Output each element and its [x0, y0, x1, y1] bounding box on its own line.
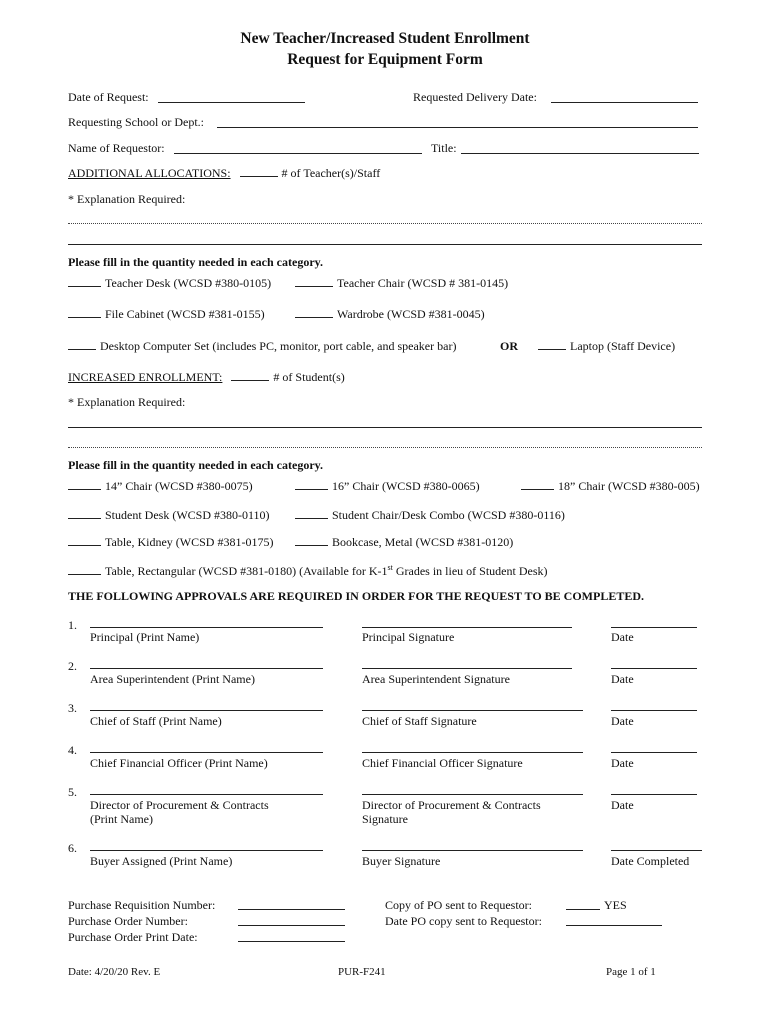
area-superintendent-signature-label: Area Superintendent Signature [362, 672, 510, 686]
cfo-signature-label: Chief Financial Officer Signature [362, 756, 523, 770]
procurement-director-signature-label: Director of Procurement & Contracts [362, 798, 541, 812]
chief-of-staff-date-label: Date [611, 714, 634, 728]
chair-18-item [521, 479, 700, 494]
teacher-chair-qty[interactable] [295, 276, 333, 287]
form-title-line1: New Teacher/Increased Student Enrollment [240, 30, 530, 47]
date-of-request-label: Date of Request: [68, 90, 149, 104]
file-cabinet-label: File Cabinet (WCSD #381-0155) [105, 307, 265, 321]
date-copy-sent-field[interactable] [566, 925, 662, 926]
teacher-desk-qty[interactable] [68, 276, 101, 287]
area-superintendent-name-label: Area Superintendent (Print Name) [90, 672, 255, 686]
teacher-desk-label: Teacher Desk (WCSD #380-0105) [105, 276, 272, 290]
approval-number-4: 4. [68, 743, 77, 757]
principal-date-label: Date [611, 630, 634, 644]
student-count-field[interactable] [231, 370, 269, 381]
laptop-label: Laptop (Staff Device) [570, 339, 676, 353]
procurement-director-signature-field[interactable] [362, 794, 583, 795]
wardrobe-item [295, 307, 485, 322]
additional-instruction: Please fill in the quantity needed in each category. [68, 255, 323, 269]
buyer-date-completed-label: Date Completed [611, 854, 690, 868]
form-title-line2: Request for Equipment Form [287, 51, 483, 68]
requesting-school-label: Requesting School or Dept.: [68, 115, 204, 129]
approval-number-5: 5. [68, 785, 77, 799]
date-of-request-field[interactable] [158, 102, 305, 103]
student-count-label: # of Student(s) [273, 370, 345, 384]
principal-date-field[interactable] [611, 627, 697, 628]
chair-14-qty[interactable] [68, 479, 101, 490]
principal-name-label: Principal (Print Name) [90, 630, 200, 644]
cfo-signature-field[interactable] [362, 752, 583, 753]
chief-of-staff-name-label: Chief of Staff (Print Name) [90, 714, 222, 728]
title-field[interactable] [461, 153, 699, 154]
approvals-heading: THE FOLLOWING APPROVALS ARE REQUIRED IN ORDER FOR THE REQUEST TO BE COMPLETED. [68, 589, 645, 603]
table-rectangular-label: Table, Rectangular (WCSD #381-0180) (Available for K-1 [105, 564, 388, 578]
requested-delivery-date-label: Requested Delivery Date: [413, 90, 537, 104]
name-of-requestor-field[interactable] [174, 153, 422, 154]
bookcase-label: Bookcase, Metal (WCSD #381-0120) [332, 535, 514, 549]
buyer-signature-field[interactable] [362, 850, 583, 851]
table-kidney-label: Table, Kidney (WCSD #381-0175) [105, 535, 274, 549]
purchase-order-print-date-field[interactable] [238, 941, 345, 942]
cfo-name-label: Chief Financial Officer (Print Name) [90, 756, 268, 770]
buyer-signature-label: Buyer Signature [362, 854, 441, 868]
procurement-director-date-label: Date [611, 798, 634, 812]
principal-signature-label: Principal Signature [362, 630, 455, 644]
increased-enrollment-row [68, 370, 345, 385]
chair-desk-combo-item [295, 508, 565, 523]
approval-number-1: 1. [68, 618, 77, 632]
chair-desk-combo-qty[interactable] [295, 508, 328, 519]
enrollment-explanation-line-1[interactable] [68, 427, 702, 428]
footer-page-number: Page 1 of 1 [606, 966, 656, 978]
requested-delivery-date-field[interactable] [551, 102, 698, 103]
cfo-date-label: Date [611, 756, 634, 770]
area-superintendent-name-field[interactable] [90, 668, 323, 669]
student-desk-item [68, 508, 270, 523]
table-rectangular-label-end: Grades in lieu of Student Desk) [392, 564, 548, 578]
approval-number-2: 2. [68, 659, 77, 673]
increased-enrollment-heading: INCREASED ENROLLMENT: [68, 370, 223, 384]
enrollment-explanation-line-2[interactable] [68, 447, 702, 448]
additional-explanation-label: * Explanation Required: [68, 192, 186, 206]
bookcase-qty[interactable] [295, 535, 328, 546]
approval-number-3: 3. [68, 701, 77, 715]
procurement-director-name-label-2: (Print Name) [90, 812, 153, 826]
area-superintendent-date-field[interactable] [611, 668, 697, 669]
requisition-number-field[interactable] [238, 909, 345, 910]
principal-name-field[interactable] [90, 627, 323, 628]
bookcase-item [295, 535, 513, 550]
principal-signature-field[interactable] [362, 627, 572, 628]
table-rectangular-superscript: st [387, 563, 393, 572]
teacher-count-field[interactable] [240, 166, 278, 177]
chief-of-staff-signature-field[interactable] [362, 710, 583, 711]
desktop-label: Desktop Computer Set (includes PC, monitor, port cable, and speaker bar) [100, 339, 457, 353]
enrollment-instruction: Please fill in the quantity needed in each category. [68, 458, 323, 472]
chair-18-qty[interactable] [521, 479, 554, 490]
or-label: OR [500, 339, 518, 353]
purchase-order-number-label: Purchase Order Number: [68, 914, 188, 928]
table-kidney-item [68, 535, 273, 550]
footer-form-code: PUR-F241 [338, 966, 386, 978]
file-cabinet-qty[interactable] [68, 307, 101, 318]
footer-date-revision: Date: 4/20/20 Rev. E [68, 966, 161, 978]
copy-sent-yes-label: YES [604, 898, 627, 912]
requesting-school-field[interactable] [217, 127, 698, 128]
requisition-number-label: Purchase Requisition Number: [68, 898, 216, 912]
procurement-director-date-field[interactable] [611, 794, 697, 795]
file-cabinet-item [68, 307, 265, 322]
teacher-count-label: # of Teacher(s)/Staff [281, 166, 381, 180]
teacher-chair-item [295, 276, 508, 291]
chair-desk-combo-label: Student Chair/Desk Combo (WCSD #380-0116) [332, 508, 565, 522]
purchase-order-number-field[interactable] [238, 925, 345, 926]
cfo-name-field[interactable] [90, 752, 323, 753]
additional-explanation-line-2[interactable] [68, 244, 702, 245]
desktop-item [68, 339, 456, 354]
date-copy-sent-label: Date PO copy sent to Requestor: [385, 914, 542, 928]
procurement-director-signature-label-2: Signature [362, 812, 408, 826]
name-of-requestor-label: Name of Requestor: [68, 141, 165, 155]
area-superintendent-signature-field[interactable] [362, 668, 572, 669]
purchase-order-print-date-label: Purchase Order Print Date: [68, 930, 198, 944]
chair-16-qty[interactable] [295, 479, 328, 490]
buyer-date-field[interactable] [611, 850, 702, 851]
procurement-director-name-label: Director of Procurement & Contracts [90, 798, 269, 812]
additional-allocations-heading: ADDITIONAL ALLOCATIONS: [68, 166, 231, 180]
teacher-chair-label: Teacher Chair (WCSD # 381-0145) [337, 276, 509, 290]
chief-of-staff-signature-label: Chief of Staff Signature [362, 714, 477, 728]
desktop-qty[interactable] [68, 339, 96, 350]
buyer-name-label: Buyer Assigned (Print Name) [90, 854, 233, 868]
wardrobe-label: Wardrobe (WCSD #381-0045) [337, 307, 485, 321]
approval-number-6: 6. [68, 841, 77, 855]
procurement-director-name-field[interactable] [90, 794, 323, 795]
enrollment-explanation-label: * Explanation Required: [68, 395, 186, 409]
buyer-name-field[interactable] [90, 850, 323, 851]
chair-18-label: 18” Chair (WCSD #380-005) [558, 479, 700, 493]
additional-explanation-line-1[interactable] [68, 223, 702, 224]
additional-allocations-row [68, 166, 380, 181]
chief-of-staff-date-field[interactable] [611, 710, 697, 711]
table-kidney-qty[interactable] [68, 535, 101, 546]
copy-sent-field[interactable] [566, 909, 600, 910]
laptop-item [538, 339, 675, 354]
table-rectangular-qty[interactable] [68, 564, 101, 575]
area-superintendent-date-label: Date [611, 672, 634, 686]
student-desk-qty[interactable] [68, 508, 101, 519]
table-rectangular-item [68, 563, 548, 579]
chair-16-label: 16” Chair (WCSD #380-0065) [332, 479, 480, 493]
wardrobe-qty[interactable] [295, 307, 333, 318]
chief-of-staff-name-field[interactable] [90, 710, 323, 711]
chair-14-item [68, 479, 253, 494]
chair-16-item [295, 479, 480, 494]
laptop-qty[interactable] [538, 339, 566, 350]
cfo-date-field[interactable] [611, 752, 697, 753]
chair-14-label: 14” Chair (WCSD #380-0075) [105, 479, 253, 493]
title-label: Title: [431, 141, 457, 155]
teacher-desk-item [68, 276, 271, 291]
copy-sent-label: Copy of PO sent to Requestor: [385, 898, 532, 912]
student-desk-label: Student Desk (WCSD #380-0110) [105, 508, 270, 522]
